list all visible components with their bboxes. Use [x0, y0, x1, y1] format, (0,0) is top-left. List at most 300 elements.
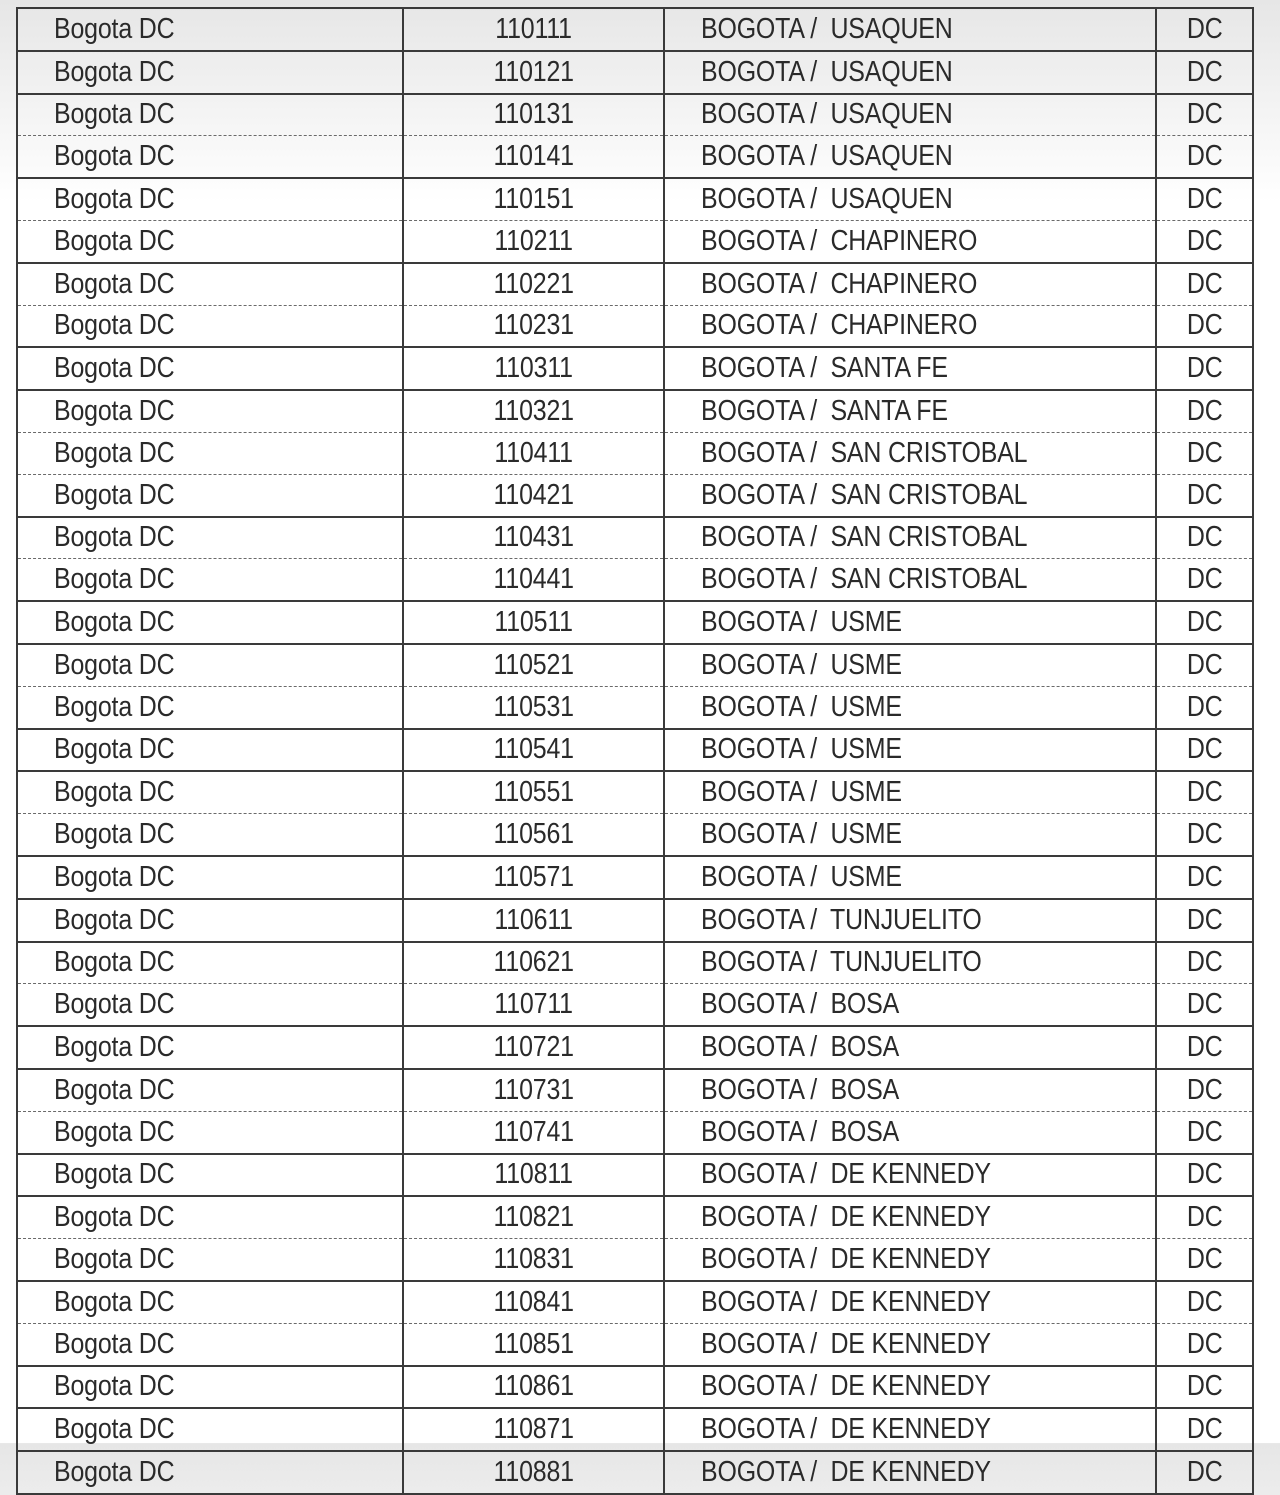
postal-code-cell [403, 305, 664, 347]
city-locality-cell-text: BOGOTA / BOSA [701, 988, 900, 1021]
city-locality-cell-text: BOGOTA / BOSA [701, 1073, 900, 1106]
department-cell [17, 1408, 403, 1451]
department-abbr-cell-text: DC [1186, 648, 1223, 681]
city-locality-cell-text: BOGOTA / USME [701, 648, 902, 681]
department-abbr-cell [1156, 305, 1253, 347]
table-row [17, 178, 1253, 220]
department-cell-text: Bogota DC [54, 1158, 175, 1191]
city-locality-cell [664, 942, 1156, 984]
department-cell-text: Bogota DC [54, 183, 175, 216]
department-abbr-cell-text: DC [1186, 606, 1223, 639]
city-locality-cell [664, 601, 1156, 644]
city-locality-cell [664, 51, 1156, 94]
department-cell-text: Bogota DC [54, 733, 175, 766]
city-locality-cell [664, 1239, 1156, 1281]
department-cell-text: Bogota DC [54, 946, 175, 979]
city-locality-cell [664, 1154, 1156, 1197]
department-cell-text: Bogota DC [54, 988, 175, 1021]
department-abbr-cell-text: DC [1186, 1370, 1223, 1403]
department-cell-text: Bogota DC [54, 224, 175, 257]
department-abbr-cell-text: DC [1186, 860, 1223, 893]
department-abbr-cell-text: DC [1186, 1031, 1223, 1064]
city-locality-cell [664, 220, 1156, 262]
department-cell [17, 1111, 403, 1153]
postal-code-cell [403, 771, 664, 813]
postal-code-table-container [16, 7, 1252, 1495]
table-row [17, 771, 1253, 813]
postal-code-cell [403, 856, 664, 899]
postal-code-cell-text: 110311 [494, 352, 573, 385]
table-row [17, 94, 1253, 136]
department-cell [17, 899, 403, 942]
department-cell [17, 432, 403, 474]
department-cell-text: Bogota DC [54, 478, 175, 511]
postal-code-cell [403, 729, 664, 772]
department-abbr-cell [1156, 517, 1253, 559]
postal-code-cell-text: 110711 [494, 988, 573, 1021]
department-cell-text: Bogota DC [54, 1073, 175, 1106]
table-row [17, 899, 1253, 942]
postal-code-cell [403, 136, 664, 178]
city-locality-cell [664, 263, 1156, 305]
postal-code-cell-text: 110531 [493, 690, 574, 723]
department-abbr-cell [1156, 856, 1253, 899]
postal-code-cell-text: 110721 [493, 1031, 574, 1064]
city-locality-cell [664, 1111, 1156, 1153]
department-abbr-cell-text: DC [1186, 903, 1223, 936]
department-abbr-cell [1156, 136, 1253, 178]
table-row [17, 1281, 1253, 1323]
department-abbr-cell-text: DC [1186, 690, 1223, 723]
department-abbr-cell [1156, 8, 1253, 51]
city-locality-cell-text: BOGOTA / CHAPINERO [701, 309, 978, 342]
table-row [17, 305, 1253, 347]
department-cell-text: Bogota DC [54, 521, 175, 554]
city-locality-cell-text: BOGOTA / SAN CRISTOBAL [701, 478, 1028, 511]
postal-code-cell-text: 110111 [495, 12, 572, 45]
department-abbr-cell-text: DC [1186, 1455, 1223, 1488]
department-cell-text: Bogota DC [54, 1370, 175, 1403]
city-locality-cell-text: BOGOTA / USME [701, 690, 902, 723]
table-row [17, 1111, 1253, 1153]
department-cell-text: Bogota DC [54, 1285, 175, 1318]
department-abbr-cell [1156, 1408, 1253, 1451]
table-row [17, 136, 1253, 178]
department-cell-text: Bogota DC [54, 563, 175, 596]
department-abbr-cell-text: DC [1186, 776, 1223, 809]
city-locality-cell-text: BOGOTA / USAQUEN [701, 12, 953, 45]
department-cell-text: Bogota DC [54, 1455, 175, 1488]
city-locality-cell [664, 1281, 1156, 1323]
department-abbr-cell-text: DC [1186, 352, 1223, 385]
department-abbr-cell [1156, 51, 1253, 94]
department-abbr-cell-text: DC [1186, 1413, 1223, 1446]
department-cell [17, 390, 403, 432]
postal-code-cell [403, 1196, 664, 1238]
postal-code-cell [403, 1111, 664, 1153]
department-cell [17, 51, 403, 94]
department-abbr-cell-text: DC [1186, 183, 1223, 216]
city-locality-cell-text: BOGOTA / CHAPINERO [701, 267, 978, 300]
postal-code-cell-text: 110561 [493, 818, 574, 851]
postal-code-cell-text: 110611 [494, 903, 573, 936]
city-locality-cell-text: BOGOTA / USAQUEN [701, 140, 953, 173]
table-row [17, 51, 1253, 94]
department-abbr-cell [1156, 729, 1253, 772]
city-locality-cell [664, 899, 1156, 942]
table-row [17, 1451, 1253, 1494]
city-locality-cell [664, 771, 1156, 813]
department-abbr-cell-text: DC [1186, 521, 1223, 554]
department-abbr-cell-text: DC [1186, 818, 1223, 851]
table-row [17, 517, 1253, 559]
city-locality-cell [664, 1026, 1156, 1069]
department-cell-text: Bogota DC [54, 606, 175, 639]
department-abbr-cell-text: DC [1186, 55, 1223, 88]
postal-code-cell-text: 110321 [493, 395, 574, 428]
department-cell [17, 942, 403, 984]
table-row [17, 1196, 1253, 1238]
department-abbr-cell [1156, 1366, 1253, 1409]
department-cell [17, 305, 403, 347]
table-row [17, 1069, 1253, 1111]
postal-code-cell-text: 110441 [493, 563, 574, 596]
department-cell-text: Bogota DC [54, 309, 175, 342]
city-locality-cell [664, 1366, 1156, 1409]
postal-code-cell-text: 110411 [494, 436, 573, 469]
postal-code-cell [403, 686, 664, 728]
postal-code-cell [403, 942, 664, 984]
department-abbr-cell-text: DC [1186, 946, 1223, 979]
department-cell [17, 136, 403, 178]
postal-code-cell-text: 110521 [493, 648, 574, 681]
postal-code-cell [403, 1154, 664, 1197]
table-row [17, 856, 1253, 899]
department-abbr-cell [1156, 1026, 1253, 1069]
city-locality-cell-text: BOGOTA / BOSA [701, 1031, 900, 1064]
city-locality-cell-text: BOGOTA / TUNJUELITO [701, 946, 982, 979]
postal-code-cell-text: 110621 [493, 946, 574, 979]
department-cell-text: Bogota DC [54, 690, 175, 723]
table-row [17, 220, 1253, 262]
city-locality-cell [664, 1323, 1156, 1365]
city-locality-cell [664, 347, 1156, 390]
city-locality-cell [664, 559, 1156, 601]
department-cell-text: Bogota DC [54, 648, 175, 681]
table-row [17, 1154, 1253, 1197]
postal-code-cell-text: 110861 [493, 1370, 574, 1403]
city-locality-cell [664, 856, 1156, 899]
department-cell-text: Bogota DC [54, 1243, 175, 1275]
department-abbr-cell [1156, 390, 1253, 432]
postal-code-cell-text: 110571 [493, 860, 574, 893]
department-abbr-cell [1156, 263, 1253, 305]
department-abbr-cell [1156, 1196, 1253, 1238]
department-abbr-cell-text: DC [1186, 733, 1223, 766]
city-locality-cell-text: BOGOTA / DE KENNEDY [701, 1327, 991, 1360]
department-abbr-cell [1156, 347, 1253, 390]
postal-code-cell [403, 601, 664, 644]
table-row [17, 942, 1253, 984]
department-cell [17, 8, 403, 51]
department-abbr-cell-text: DC [1186, 98, 1223, 131]
city-locality-cell-text: BOGOTA / DE KENNEDY [701, 1201, 991, 1234]
city-locality-cell-text: BOGOTA / CHAPINERO [701, 224, 978, 257]
department-cell-text: Bogota DC [54, 436, 175, 469]
postal-code-cell [403, 178, 664, 220]
department-abbr-cell [1156, 1069, 1253, 1111]
city-locality-cell-text: BOGOTA / DE KENNEDY [701, 1243, 991, 1275]
postal-code-cell-text: 110141 [493, 140, 574, 173]
table-row [17, 474, 1253, 516]
city-locality-cell [664, 432, 1156, 474]
postal-code-cell [403, 220, 664, 262]
department-abbr-cell [1156, 94, 1253, 136]
department-abbr-cell-text: DC [1186, 309, 1223, 342]
postal-code-cell [403, 1026, 664, 1069]
city-locality-cell-text: BOGOTA / USME [701, 606, 902, 639]
postal-code-cell [403, 984, 664, 1026]
department-cell [17, 517, 403, 559]
department-abbr-cell-text: DC [1186, 563, 1223, 596]
department-cell [17, 644, 403, 686]
city-locality-cell-text: BOGOTA / DE KENNEDY [701, 1455, 991, 1488]
postal-code-cell-text: 110231 [493, 309, 574, 342]
department-cell [17, 1239, 403, 1281]
department-cell [17, 1323, 403, 1365]
city-locality-cell [664, 729, 1156, 772]
department-abbr-cell [1156, 474, 1253, 516]
city-locality-cell-text: BOGOTA / USME [701, 733, 902, 766]
department-cell [17, 94, 403, 136]
table-row [17, 814, 1253, 856]
department-abbr-cell [1156, 601, 1253, 644]
department-abbr-cell [1156, 644, 1253, 686]
city-locality-cell-text: BOGOTA / TUNJUELITO [701, 903, 982, 936]
postal-code-cell [403, 644, 664, 686]
postal-code-cell-text: 110841 [493, 1285, 574, 1318]
department-abbr-cell-text: DC [1186, 1243, 1223, 1275]
department-cell [17, 220, 403, 262]
city-locality-cell-text: BOGOTA / USME [701, 818, 902, 851]
city-locality-cell-text: BOGOTA / SAN CRISTOBAL [701, 436, 1028, 469]
department-abbr-cell-text: DC [1186, 988, 1223, 1021]
department-cell [17, 601, 403, 644]
city-locality-cell [664, 1408, 1156, 1451]
department-cell-text: Bogota DC [54, 1031, 175, 1064]
postal-code-cell [403, 474, 664, 516]
department-cell [17, 686, 403, 728]
postal-code-cell-text: 110731 [493, 1073, 574, 1106]
city-locality-cell-text: BOGOTA / DE KENNEDY [701, 1285, 991, 1318]
postal-code-cell [403, 1451, 664, 1494]
city-locality-cell-text: BOGOTA / SANTA FE [701, 395, 948, 428]
city-locality-cell [664, 136, 1156, 178]
table-row [17, 1026, 1253, 1069]
table-row [17, 263, 1253, 305]
city-locality-cell [664, 1069, 1156, 1111]
table-row [17, 984, 1253, 1026]
postal-code-cell-text: 110551 [493, 776, 574, 809]
city-locality-cell [664, 517, 1156, 559]
department-abbr-cell-text: DC [1186, 395, 1223, 428]
department-abbr-cell-text: DC [1186, 12, 1223, 45]
postal-code-cell-text: 110541 [493, 733, 574, 766]
department-cell [17, 1154, 403, 1197]
department-cell [17, 347, 403, 390]
city-locality-cell-text: BOGOTA / SAN CRISTOBAL [701, 521, 1028, 554]
city-locality-cell [664, 686, 1156, 728]
postal-code-cell [403, 1069, 664, 1111]
postal-code-cell [403, 94, 664, 136]
table-row [17, 601, 1253, 644]
department-abbr-cell [1156, 899, 1253, 942]
postal-code-cell-text: 110121 [493, 55, 574, 88]
department-abbr-cell-text: DC [1186, 1073, 1223, 1106]
postal-code-cell-text: 110821 [493, 1201, 574, 1234]
city-locality-cell [664, 644, 1156, 686]
department-abbr-cell [1156, 771, 1253, 813]
department-cell-text: Bogota DC [54, 98, 175, 131]
department-cell [17, 1026, 403, 1069]
postal-code-cell [403, 517, 664, 559]
postal-code-cell [403, 347, 664, 390]
department-cell-text: Bogota DC [54, 1115, 175, 1148]
department-cell-text: Bogota DC [54, 860, 175, 893]
department-abbr-cell [1156, 942, 1253, 984]
department-abbr-cell-text: DC [1186, 1285, 1223, 1318]
department-cell [17, 559, 403, 601]
department-abbr-cell-text: DC [1186, 478, 1223, 511]
department-abbr-cell [1156, 178, 1253, 220]
department-cell-text: Bogota DC [54, 267, 175, 300]
postal-code-cell-text: 110741 [493, 1115, 574, 1148]
city-locality-cell-text: BOGOTA / DE KENNEDY [701, 1370, 991, 1403]
department-cell [17, 814, 403, 856]
city-locality-cell-text: BOGOTA / DE KENNEDY [701, 1413, 991, 1446]
department-cell [17, 1366, 403, 1409]
postal-code-cell [403, 1239, 664, 1281]
department-cell [17, 178, 403, 220]
city-locality-cell-text: BOGOTA / SAN CRISTOBAL [701, 563, 1028, 596]
department-cell-text: Bogota DC [54, 818, 175, 851]
department-cell [17, 1196, 403, 1238]
department-cell-text: Bogota DC [54, 352, 175, 385]
department-cell [17, 263, 403, 305]
postal-code-cell [403, 8, 664, 51]
department-cell-text: Bogota DC [54, 776, 175, 809]
city-locality-cell [664, 94, 1156, 136]
department-cell [17, 856, 403, 899]
postal-code-cell-text: 110421 [493, 478, 574, 511]
postal-code-cell [403, 390, 664, 432]
department-abbr-cell [1156, 984, 1253, 1026]
department-abbr-cell [1156, 220, 1253, 262]
city-locality-cell [664, 390, 1156, 432]
department-cell-text: Bogota DC [54, 1201, 175, 1234]
city-locality-cell [664, 8, 1156, 51]
table-body [17, 8, 1253, 1494]
postal-code-cell-text: 110831 [493, 1243, 574, 1275]
department-abbr-cell-text: DC [1186, 1115, 1223, 1148]
postal-code-cell [403, 559, 664, 601]
table-row [17, 1366, 1253, 1409]
postal-code-cell-text: 110511 [494, 606, 573, 639]
table-row [17, 729, 1253, 772]
department-cell-text: Bogota DC [54, 140, 175, 173]
department-cell-text: Bogota DC [54, 903, 175, 936]
department-cell-text: Bogota DC [54, 1413, 175, 1446]
department-abbr-cell-text: DC [1186, 1158, 1223, 1191]
department-cell-text: Bogota DC [54, 12, 175, 45]
department-abbr-cell [1156, 686, 1253, 728]
department-cell-text: Bogota DC [54, 395, 175, 428]
postal-code-cell [403, 1323, 664, 1365]
department-abbr-cell-text: DC [1186, 224, 1223, 257]
department-cell [17, 984, 403, 1026]
city-locality-cell-text: BOGOTA / USAQUEN [701, 98, 953, 131]
table-row [17, 1408, 1253, 1451]
city-locality-cell-text: BOGOTA / BOSA [701, 1115, 900, 1148]
postal-code-cell [403, 899, 664, 942]
city-locality-cell [664, 474, 1156, 516]
department-abbr-cell-text: DC [1186, 1201, 1223, 1234]
department-cell [17, 771, 403, 813]
department-abbr-cell-text: DC [1186, 140, 1223, 173]
department-abbr-cell [1156, 1451, 1253, 1494]
table-row [17, 686, 1253, 728]
city-locality-cell-text: BOGOTA / USME [701, 860, 902, 893]
department-abbr-cell-text: DC [1186, 1327, 1223, 1360]
table-row [17, 1239, 1253, 1281]
department-cell-text: Bogota DC [54, 55, 175, 88]
city-locality-cell-text: BOGOTA / SANTA FE [701, 352, 948, 385]
department-abbr-cell-text: DC [1186, 436, 1223, 469]
table-row [17, 644, 1253, 686]
postal-code-cell-text: 110881 [493, 1455, 574, 1488]
table-row [17, 432, 1253, 474]
postal-code-cell [403, 1408, 664, 1451]
city-locality-cell [664, 1196, 1156, 1238]
postal-code-cell-text: 110811 [494, 1158, 573, 1191]
department-abbr-cell-text: DC [1186, 267, 1223, 300]
department-abbr-cell [1156, 1111, 1253, 1153]
table-row [17, 8, 1253, 51]
table-row [17, 1323, 1253, 1365]
department-abbr-cell [1156, 814, 1253, 856]
city-locality-cell-text: BOGOTA / USME [701, 776, 902, 809]
postal-code-cell-text: 110131 [493, 98, 574, 131]
city-locality-cell-text: BOGOTA / USAQUEN [701, 55, 953, 88]
postal-code-cell-text: 110851 [493, 1327, 574, 1360]
city-locality-cell [664, 305, 1156, 347]
department-cell [17, 729, 403, 772]
department-abbr-cell [1156, 432, 1253, 474]
department-cell [17, 474, 403, 516]
department-cell-text: Bogota DC [54, 1327, 175, 1360]
city-locality-cell [664, 814, 1156, 856]
table-row [17, 559, 1253, 601]
department-abbr-cell [1156, 559, 1253, 601]
postal-code-cell [403, 1281, 664, 1323]
postal-code-cell-text: 110151 [493, 183, 574, 216]
postal-code-table [16, 7, 1254, 1495]
city-locality-cell [664, 178, 1156, 220]
postal-code-cell-text: 110431 [493, 521, 574, 554]
city-locality-cell-text: BOGOTA / DE KENNEDY [701, 1158, 991, 1191]
city-locality-cell [664, 1451, 1156, 1494]
postal-code-cell [403, 1366, 664, 1409]
